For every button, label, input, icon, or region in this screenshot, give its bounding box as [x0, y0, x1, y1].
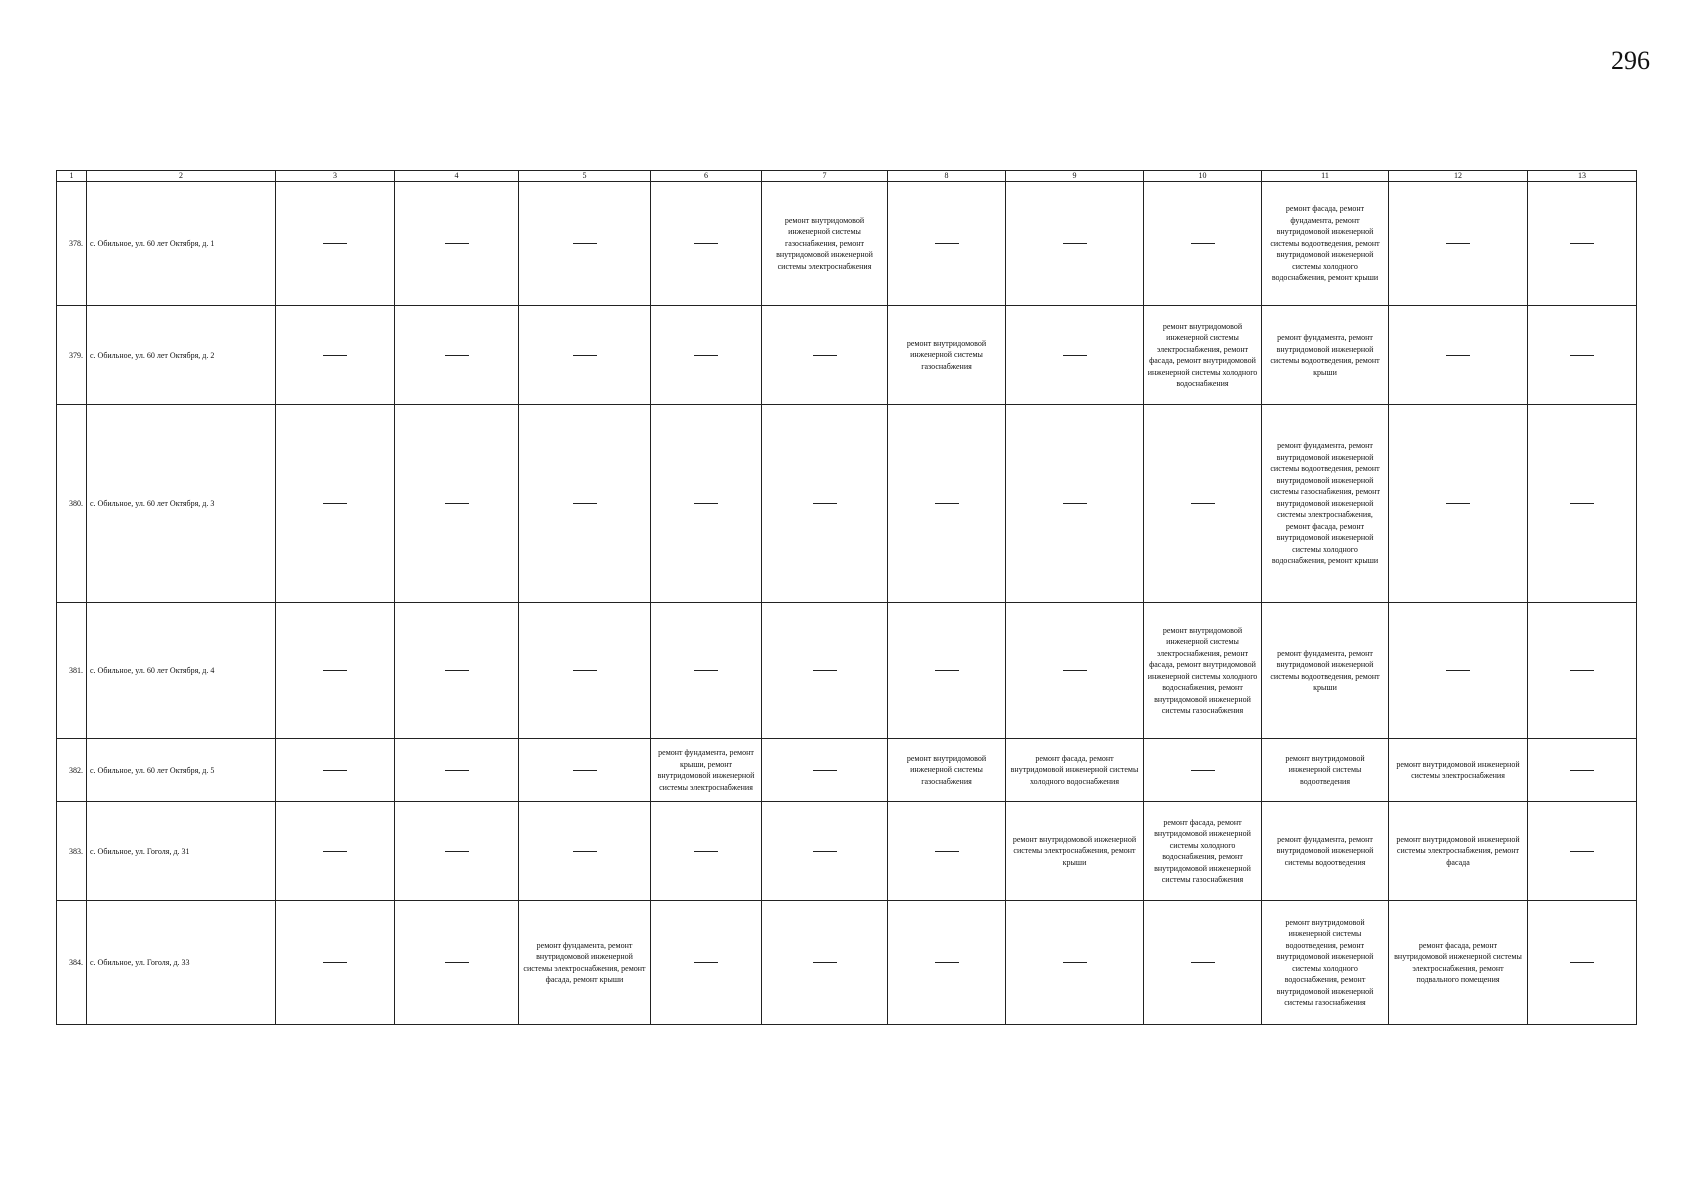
empty-cell [395, 739, 519, 802]
dash-mark [323, 503, 347, 504]
dash-mark [935, 503, 959, 504]
dash-mark [1191, 243, 1215, 244]
dash-mark [1570, 355, 1594, 356]
empty-cell [762, 739, 888, 802]
empty-cell [1528, 802, 1637, 901]
dash-mark [694, 355, 718, 356]
empty-cell [1144, 739, 1262, 802]
table-row [57, 802, 1637, 901]
empty-cell [519, 802, 651, 901]
dash-mark [323, 770, 347, 771]
row-number: 379. [57, 306, 87, 405]
work-cell: ремонт фундамента, ремонт внутридомовой инженерной системы водоотведения, ремонт внутридомовой инженерной системы газоснабжения, ремонт внутридомовой инженерной системы электроснабжения, ремонт фасада, ремонт внутридомовой инженерной системы холодного водоснабжения, ремонт крыши [1262, 405, 1389, 603]
dash-mark [813, 503, 837, 504]
dash-mark [813, 962, 837, 963]
dash-mark [445, 770, 469, 771]
work-cell: ремонт фасада, ремонт внутридомовой инженерной системы холодного водоснабжения, ремонт внутридомовой инженерной системы газоснабжения [1144, 802, 1262, 901]
dash-mark [694, 851, 718, 852]
row-address: с. Обильное, ул. Гоголя, д. 33 [87, 901, 276, 1025]
empty-cell [276, 802, 395, 901]
empty-cell [762, 603, 888, 739]
empty-cell [276, 182, 395, 306]
empty-cell [519, 603, 651, 739]
empty-cell [1528, 306, 1637, 405]
work-cell: ремонт внутридомовой инженерной системы электроснабжения, ремонт крыши [1006, 802, 1144, 901]
dash-mark [813, 355, 837, 356]
empty-cell [651, 603, 762, 739]
dash-mark [445, 355, 469, 356]
dash-mark [935, 670, 959, 671]
empty-cell [276, 405, 395, 603]
dash-mark [694, 962, 718, 963]
dash-mark [1570, 503, 1594, 504]
empty-cell [276, 306, 395, 405]
dash-mark [813, 851, 837, 852]
column-number: 2 [87, 171, 276, 182]
empty-cell [1006, 901, 1144, 1025]
column-number: 9 [1006, 171, 1144, 182]
dash-mark [573, 670, 597, 671]
empty-cell [1528, 901, 1637, 1025]
empty-cell [395, 901, 519, 1025]
empty-cell [395, 182, 519, 306]
empty-cell [1144, 405, 1262, 603]
empty-cell [1528, 182, 1637, 306]
empty-cell [1528, 405, 1637, 603]
empty-cell [651, 306, 762, 405]
column-number: 5 [519, 171, 651, 182]
dash-mark [694, 670, 718, 671]
row-number: 383. [57, 802, 87, 901]
row-address: с. Обильное, ул. 60 лет Октября, д. 5 [87, 739, 276, 802]
dash-mark [1446, 503, 1470, 504]
row-address: с. Обильное, ул. 60 лет Октября, д. 3 [87, 405, 276, 603]
work-cell: ремонт внутридомовой инженерной системы водоотведения [1262, 739, 1389, 802]
dash-mark [323, 355, 347, 356]
work-cell: ремонт фундамента, ремонт внутридомовой инженерной системы водоотведения, ремонт крыши [1262, 306, 1389, 405]
empty-cell [651, 802, 762, 901]
table-row [57, 739, 1637, 802]
empty-cell [1389, 182, 1528, 306]
dash-mark [1570, 670, 1594, 671]
empty-cell [519, 405, 651, 603]
work-cell: ремонт фундамента, ремонт внутридомовой инженерной системы водоотведения [1262, 802, 1389, 901]
page-number: 296 [1611, 46, 1650, 75]
column-number: 1 [57, 171, 87, 182]
dash-mark [445, 962, 469, 963]
dash-mark [573, 851, 597, 852]
dash-mark [935, 962, 959, 963]
table-row [57, 306, 1637, 405]
empty-cell [276, 739, 395, 802]
row-number: 378. [57, 182, 87, 306]
empty-cell [1006, 405, 1144, 603]
column-number-row [57, 171, 1637, 182]
empty-cell [1389, 306, 1528, 405]
work-cell: ремонт фундамента, ремонт крыши, ремонт внутридомовой инженерной системы электроснабжения [651, 739, 762, 802]
dash-mark [1063, 503, 1087, 504]
column-number: 4 [395, 171, 519, 182]
dash-mark [1446, 355, 1470, 356]
dash-mark [1446, 243, 1470, 244]
empty-cell [762, 306, 888, 405]
empty-cell [276, 901, 395, 1025]
empty-cell [651, 901, 762, 1025]
column-number: 11 [1262, 171, 1389, 182]
work-cell: ремонт внутридомовой инженерной системы электроснабжения, ремонт фасада, ремонт внутридомовой инженерной системы холодного водоснабжения [1144, 306, 1262, 405]
dash-mark [1446, 670, 1470, 671]
column-number: 13 [1528, 171, 1637, 182]
work-cell: ремонт внутридомовой инженерной системы газоснабжения [888, 306, 1006, 405]
empty-cell [762, 802, 888, 901]
work-cell: ремонт фундамента, ремонт внутридомовой инженерной системы водоотведения, ремонт крыши [1262, 603, 1389, 739]
dash-mark [1570, 770, 1594, 771]
empty-cell [395, 802, 519, 901]
empty-cell [1144, 901, 1262, 1025]
column-number: 3 [276, 171, 395, 182]
dash-mark [813, 670, 837, 671]
dash-mark [445, 851, 469, 852]
empty-cell [762, 405, 888, 603]
empty-cell [519, 306, 651, 405]
dash-mark [1063, 962, 1087, 963]
column-number: 6 [651, 171, 762, 182]
row-number: 380. [57, 405, 87, 603]
empty-cell [395, 405, 519, 603]
row-number: 382. [57, 739, 87, 802]
dash-mark [573, 770, 597, 771]
empty-cell [888, 901, 1006, 1025]
column-number: 12 [1389, 171, 1528, 182]
empty-cell [395, 306, 519, 405]
empty-cell [276, 603, 395, 739]
dash-mark [694, 243, 718, 244]
empty-cell [651, 405, 762, 603]
dash-mark [573, 503, 597, 504]
work-cell: ремонт внутридомовой инженерной системы водоотведения, ремонт внутридомовой инженерной системы холодного водоснабжения, ремонт внутридомовой инженерной системы газоснабжения [1262, 901, 1389, 1025]
work-cell: ремонт внутридомовой инженерной системы газоснабжения, ремонт внутридомовой инженерной системы электроснабжения [762, 182, 888, 306]
empty-cell [888, 802, 1006, 901]
work-cell: ремонт внутридомовой инженерной системы газоснабжения [888, 739, 1006, 802]
dash-mark [445, 243, 469, 244]
row-number: 381. [57, 603, 87, 739]
row-address: с. Обильное, ул. Гоголя, д. 31 [87, 802, 276, 901]
dash-mark [323, 243, 347, 244]
column-number: 7 [762, 171, 888, 182]
empty-cell [1006, 306, 1144, 405]
dash-mark [1063, 243, 1087, 244]
dash-mark [1191, 962, 1215, 963]
dash-mark [1570, 962, 1594, 963]
dash-mark [935, 243, 959, 244]
work-cell: ремонт фасада, ремонт внутридомовой инженерной системы холодного водоснабжения [1006, 739, 1144, 802]
dash-mark [1570, 851, 1594, 852]
empty-cell [519, 182, 651, 306]
row-address: с. Обильное, ул. 60 лет Октября, д. 1 [87, 182, 276, 306]
table-row [57, 603, 1637, 739]
work-cell: ремонт фасада, ремонт внутридомовой инженерной системы электроснабжения, ремонт подвального помещения [1389, 901, 1528, 1025]
table-row [57, 405, 1637, 603]
work-cell: ремонт внутридомовой инженерной системы электроснабжения, ремонт фасада [1389, 802, 1528, 901]
row-address: с. Обильное, ул. 60 лет Октября, д. 4 [87, 603, 276, 739]
empty-cell [1389, 603, 1528, 739]
dash-mark [573, 355, 597, 356]
row-number: 384. [57, 901, 87, 1025]
dash-mark [1191, 503, 1215, 504]
dash-mark [573, 243, 597, 244]
empty-cell [1528, 739, 1637, 802]
dash-mark [1191, 770, 1215, 771]
dash-mark [1063, 355, 1087, 356]
dash-mark [323, 962, 347, 963]
dash-mark [445, 503, 469, 504]
table-body [57, 182, 1637, 1025]
table-row [57, 901, 1637, 1025]
dash-mark [813, 770, 837, 771]
dash-mark [935, 851, 959, 852]
work-cell: ремонт фасада, ремонт фундамента, ремонт внутридомовой инженерной системы водоотведения, ремонт внутридомовой инженерной системы холодного водоснабжения, ремонт крыши [1262, 182, 1389, 306]
dash-mark [1570, 243, 1594, 244]
empty-cell [1144, 182, 1262, 306]
column-number: 10 [1144, 171, 1262, 182]
dash-mark [323, 851, 347, 852]
empty-cell [651, 182, 762, 306]
dash-mark [445, 670, 469, 671]
column-number: 8 [888, 171, 1006, 182]
empty-cell [1389, 405, 1528, 603]
dash-mark [694, 503, 718, 504]
dash-mark [323, 670, 347, 671]
empty-cell [888, 182, 1006, 306]
empty-cell [519, 739, 651, 802]
empty-cell [1528, 603, 1637, 739]
repair-schedule-table [56, 170, 1637, 1025]
row-address: с. Обильное, ул. 60 лет Октября, д. 2 [87, 306, 276, 405]
work-cell: ремонт фундамента, ремонт внутридомовой инженерной системы электроснабжения, ремонт фасада, ремонт крыши [519, 901, 651, 1025]
empty-cell [762, 901, 888, 1025]
empty-cell [1006, 603, 1144, 739]
dash-mark [1063, 670, 1087, 671]
empty-cell [1006, 182, 1144, 306]
empty-cell [888, 603, 1006, 739]
empty-cell [888, 405, 1006, 603]
empty-cell [395, 603, 519, 739]
work-cell: ремонт внутридомовой инженерной системы электроснабжения [1389, 739, 1528, 802]
work-cell: ремонт внутридомовой инженерной системы электроснабжения, ремонт фасада, ремонт внутридомовой инженерной системы холодного водоснабжения, ремонт внутридомовой инженерной системы газоснабжения [1144, 603, 1262, 739]
table-row [57, 182, 1637, 306]
